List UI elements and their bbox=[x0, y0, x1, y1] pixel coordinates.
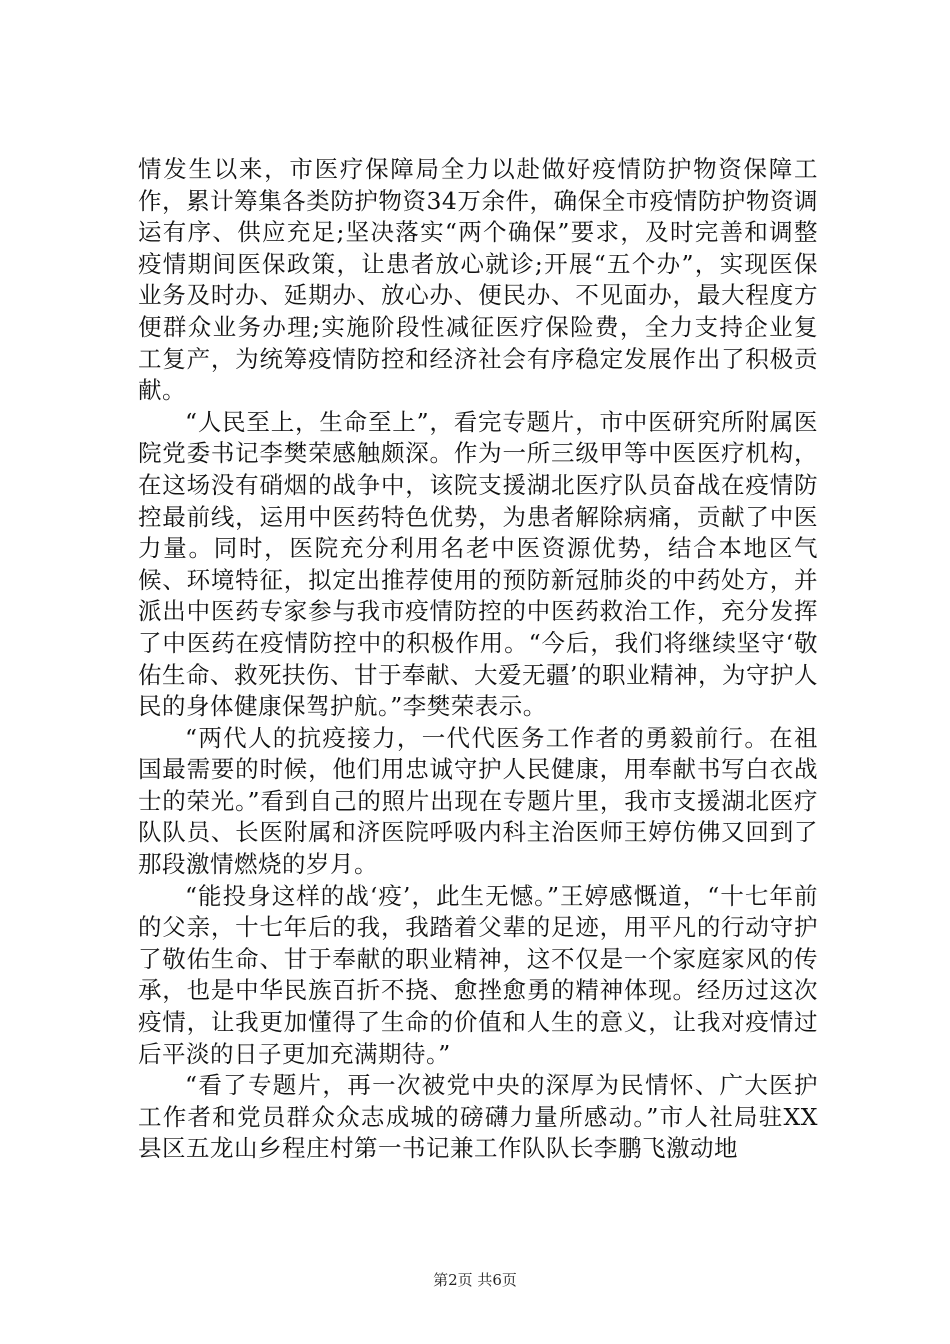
paragraph-li-pengfei: “看了专题片，再一次被党中央的深厚为民情怀、广大医护工作者和党员群众众志成城的磅礴力量所感动。”市人社局驻XX县区五龙山乡程庄村第一书记兼工作队队长李鹏飞激动地 bbox=[138, 1071, 818, 1163]
paragraph-two-generations: “两代人的抗疫接力，一代代医务工作者的勇毅前行。在祖国最需要的时候，他们用忠诚守护人民健康，用奉献书写白衣战士的荣光。”看到自己的照片出现在专题片里，我市支援湖北医疗队队员、长医附属和济医院呼吸内科主治医师王婷仿佛又回到了那段激情燃烧的岁月。 bbox=[138, 723, 818, 879]
paragraph-wang-ting: “能投身这样的战‘疫’，此生无憾。”王婷感慨道，“十七年前的父亲，十七年后的我，我踏着父辈的足迹，用平凡的行动守护了敬佑生命、甘于奉献的职业精神，这不仅是一个家庭家风的传承，也是中华民族百折不挠、愈挫愈勇的精神体现。经历过这次疫情，让我更加懂得了生命的价值和人生的意义，让我对疫情过后平淡的日子更加充满期待。” bbox=[138, 881, 818, 1068]
paragraph-li-fanrong: “人民至上，生命至上”，看完专题片，市中医研究所附属医院党委书记李樊荣感触颇深。作为一所三级甲等中医医疗机构，在这场没有硝烟的战争中，该院支援湖北医疗队员奋战在疫情防控最前线，运用中医药特色优势，为患者解除病痛，贡献了中医力量。同时，医院充分利用名老中医资源优势，结合本地区气候、环境特征，拟定出推荐使用的预防新冠肺炎的中药处方，并派出中医药专家参与我市疫情防控的中医药救治工作，充分发挥了中医药在疫情防控中的积极作用。“今后，我们将继续坚守‘敬佑生命、救死扶伤、甘于奉献、大爱无疆’的职业精神，为守护人民的身体健康保驾护航。”李樊荣表示。 bbox=[138, 407, 818, 721]
page-number-footer: 第2页 共6页 bbox=[433, 1271, 517, 1289]
article-body bbox=[138, 154, 818, 1165]
paragraph-continued: 情发生以来，市医疗保障局全力以赴做好疫情防护物资保障工作，累计筹集各类防护物资34万余件，确保全市疫情防护物资调运有序、供应充足;坚决落实“两个确保”要求，及时完善和调整疫情期间医保政策，让患者放心就诊;开展“五个办”，实现医保业务及时办、延期办、放心办、便民办、不见面办，最大程度方便群众业务办理;实施阶段性减征医疗保险费，全力支持企业复工复产，为统筹疫情防控和经济社会有序稳定发展作出了积极贡献。 bbox=[138, 155, 818, 405]
